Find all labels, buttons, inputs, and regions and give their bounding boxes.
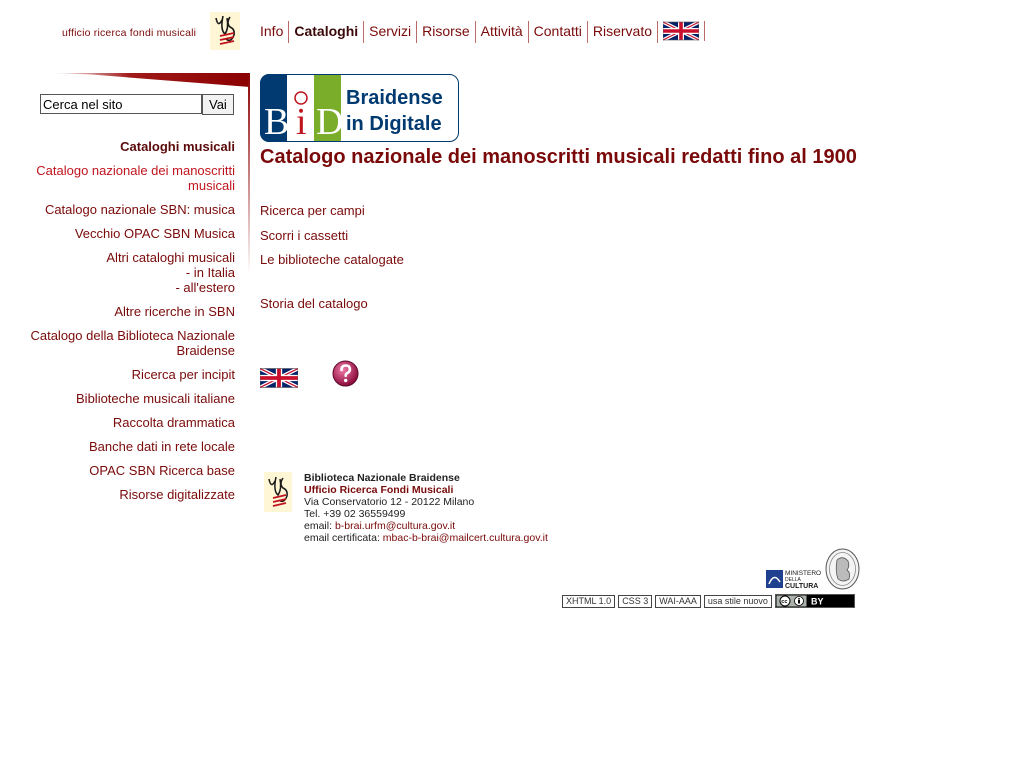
footer-email-row bbox=[304, 520, 548, 532]
badge-wai[interactable]: WAI-AAA bbox=[655, 595, 701, 608]
braidense-seal-icon bbox=[825, 548, 860, 590]
sidebar-item-biblioteche[interactable]: Biblioteche musicali italiane bbox=[76, 391, 235, 406]
validation-badges bbox=[562, 594, 855, 608]
urfm-logo-icon bbox=[264, 472, 292, 512]
sidebar-item-incipit[interactable]: Ricerca per incipit bbox=[131, 367, 235, 382]
site-search bbox=[40, 94, 234, 115]
sidebar-item-drammatica[interactable]: Raccolta drammatica bbox=[112, 415, 235, 430]
ministero-cultura-logo[interactable] bbox=[765, 566, 821, 590]
cc-by-text: BY bbox=[810, 596, 824, 607]
sidebar-item-altre-ricerche[interactable]: Altre ricerche in SBN bbox=[114, 304, 235, 319]
sidebar-item-altri-cataloghi bbox=[30, 250, 235, 295]
footer-email-link[interactable]: b-brai.urfm@cultura.gov.it bbox=[334, 520, 456, 532]
link-biblioteche-catalogate[interactable]: Le biblioteche catalogate bbox=[260, 252, 404, 267]
footer-org: Biblioteca Nazionale Braidense bbox=[304, 472, 460, 484]
sidebar-divider bbox=[248, 74, 250, 274]
sidebar-link-in-italia[interactable]: - in Italia bbox=[185, 265, 235, 280]
badge-css[interactable]: CSS 3 bbox=[618, 595, 652, 608]
bid-letter-i: i bbox=[296, 101, 307, 142]
nav-riservato[interactable]: Riservato bbox=[593, 21, 658, 43]
help-icon[interactable] bbox=[332, 360, 359, 387]
mic-line1: MINISTERO bbox=[785, 570, 821, 577]
braidense-in-digitale-logo[interactable] bbox=[260, 74, 459, 142]
bid-letter-d: D bbox=[316, 101, 344, 142]
footer-email-label: email: bbox=[304, 520, 335, 532]
svg-text:cc: cc bbox=[781, 599, 788, 606]
mic-line2: DELLA bbox=[785, 577, 801, 583]
nav-info[interactable]: Info bbox=[260, 21, 289, 43]
badge-xhtml[interactable]: XHTML 1.0 bbox=[562, 595, 615, 608]
search-button[interactable]: Vai bbox=[202, 94, 234, 115]
footer-dept-link[interactable]: Ufficio Ricerca Fondi Musicali bbox=[304, 484, 454, 496]
search-input[interactable] bbox=[40, 94, 202, 114]
sidebar-menu bbox=[30, 139, 235, 511]
link-scorri-cassetti[interactable]: Scorri i cassetti bbox=[260, 228, 349, 243]
mic-line3: CULTURA bbox=[785, 583, 819, 590]
bid-line1: Braidense bbox=[346, 87, 443, 109]
top-navigation bbox=[260, 21, 710, 43]
nav-servizi[interactable]: Servizi bbox=[369, 21, 417, 43]
site-logo[interactable] bbox=[60, 12, 245, 52]
uk-flag-icon bbox=[663, 21, 699, 41]
bid-letter-b: B bbox=[264, 101, 290, 142]
sidebar-item-vecchio-opac[interactable]: Vecchio OPAC SBN Musica bbox=[74, 226, 235, 241]
sidebar-item-banche-dati[interactable]: Banche dati in rete locale bbox=[89, 439, 235, 454]
sidebar-item-braidense[interactable]: Catalogo della Biblioteca Nazionale Braidense bbox=[30, 328, 235, 358]
nav-cataloghi[interactable]: Cataloghi bbox=[294, 21, 364, 43]
nav-english[interactable] bbox=[663, 21, 705, 41]
link-ricerca-per-campi[interactable]: Ricerca per campi bbox=[260, 203, 365, 218]
footer-pec-link[interactable]: mbac-b-brai@mailcert.cultura.gov.it bbox=[382, 532, 548, 544]
logo-text: ufficio ricerca fondi musicali bbox=[62, 27, 197, 39]
sidebar-link-altri-cataloghi[interactable]: Altri cataloghi musicali bbox=[106, 250, 235, 265]
urfm-logo-icon bbox=[210, 12, 240, 50]
sidebar-item-sbn-musica[interactable]: Catalogo nazionale SBN: musica bbox=[44, 202, 235, 217]
uk-flag-icon[interactable] bbox=[260, 368, 298, 388]
sidebar-item-manoscritti[interactable]: Catalogo nazionale dei manoscritti musicali bbox=[36, 163, 235, 193]
creative-commons-icon[interactable] bbox=[775, 594, 855, 608]
footer-tel: Tel. +39 02 36559499 bbox=[304, 508, 406, 520]
page-title: Catalogo nazionale dei manoscritti musicali redatti fino al 1900 bbox=[260, 146, 857, 168]
footer-pec-label: email certificata: bbox=[304, 532, 383, 544]
footer-address: Via Conservatorio 12 - 20122 Milano bbox=[304, 496, 475, 508]
sidebar-decoration bbox=[50, 73, 250, 87]
sidebar-item-opac-base[interactable]: OPAC SBN Ricerca base bbox=[89, 463, 235, 478]
nav-attivita[interactable]: Attività bbox=[481, 21, 529, 43]
link-storia-catalogo[interactable]: Storia del catalogo bbox=[260, 296, 368, 311]
sidebar-heading[interactable]: Cataloghi musicali bbox=[120, 139, 235, 154]
sidebar-link-all-estero[interactable]: - all'estero bbox=[175, 280, 235, 295]
nav-contatti[interactable]: Contatti bbox=[534, 21, 588, 43]
footer-pec-row bbox=[304, 532, 548, 544]
nav-risorse[interactable]: Risorse bbox=[422, 21, 475, 43]
badge-stile-nuovo[interactable]: usa stile nuovo bbox=[704, 595, 772, 608]
sidebar-item-risorse-digitalizzate[interactable]: Risorse digitalizzate bbox=[119, 487, 235, 502]
footer-contacts bbox=[304, 472, 548, 544]
bid-line2: in Digitale bbox=[346, 113, 442, 135]
